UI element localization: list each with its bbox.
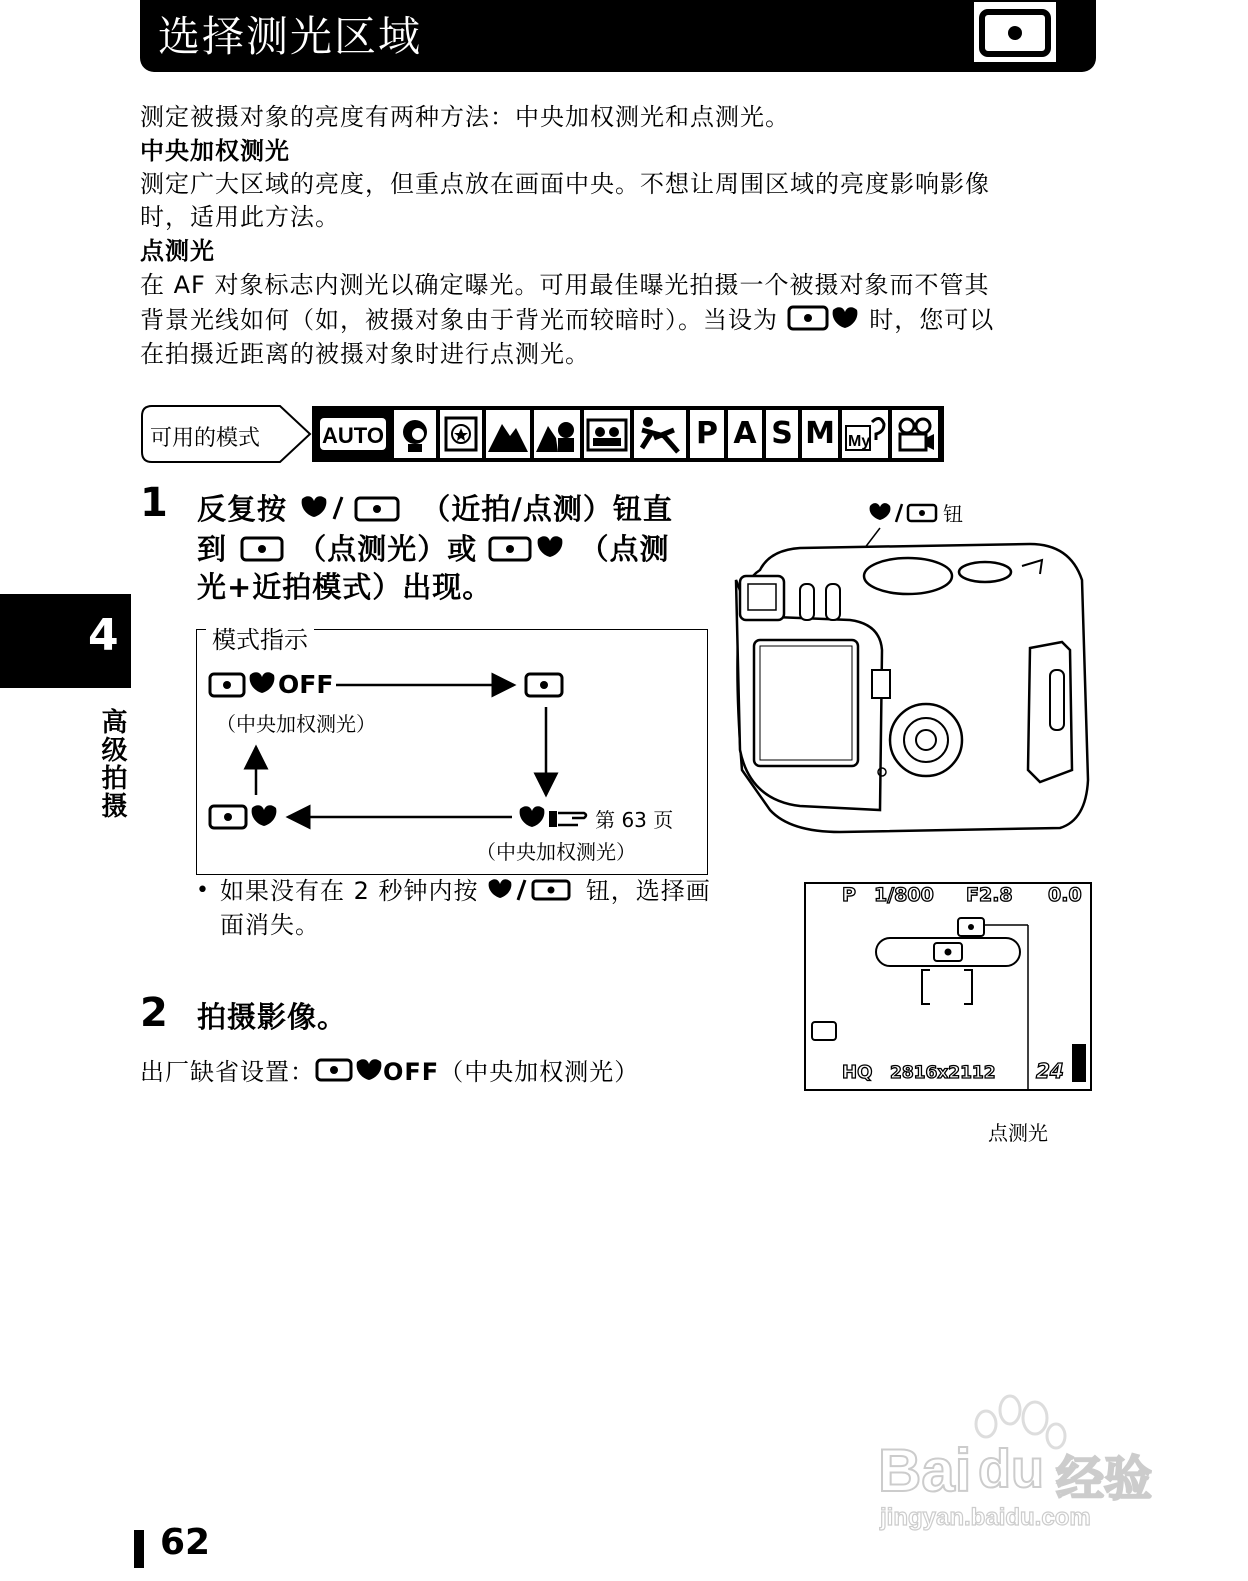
lcd-ev: 0.0	[1048, 884, 1082, 906]
svg-text:AUTO: AUTO	[322, 423, 384, 448]
spot-body: 在 AF 对象标志内测光以确定曝光。可用最佳曝光拍摄一个被摄对象而不管其	[140, 271, 990, 299]
mode-s: S	[766, 410, 798, 458]
spot-metering-icon	[315, 1056, 355, 1093]
mode-auto	[316, 410, 390, 458]
lcd-resolution: 2816x2112	[890, 1063, 996, 1083]
step-1-text: （点测光）或	[297, 532, 478, 566]
lcd-mode: P	[842, 884, 856, 906]
chapter-title: 高级拍摄	[97, 708, 127, 820]
camera-illustration	[730, 520, 1100, 840]
lcd-display	[804, 882, 1092, 1091]
night-portrait-icon	[440, 410, 482, 458]
spot-metering-icon	[974, 2, 1056, 62]
center-weighted-heading: 中央加权测光	[140, 137, 290, 165]
step-1-line	[197, 530, 669, 572]
intro-line: 测定被摄对象的亮度有两种方法：中央加权测光和点测光。	[140, 103, 790, 131]
spot-body: 在拍摄近距离的被摄对象时进行点测光。	[140, 340, 590, 368]
note-text: 钮，选择画	[585, 877, 711, 905]
step-1-text: 到	[197, 532, 228, 566]
lcd-aperture: F2.8	[966, 884, 1013, 906]
step-1-line: 光+近拍模式）出现。	[197, 570, 493, 604]
spot-body-text: 背景光线如何（如，被摄对象由于背光而较暗时）。当设为	[140, 306, 778, 334]
step-1-number: 1	[140, 480, 168, 526]
default-paren: （中央加权测光）	[439, 1058, 640, 1086]
scene-icon	[584, 410, 630, 458]
default-setting	[140, 1056, 639, 1093]
note-bullet: •	[196, 878, 209, 903]
modes-bar	[312, 406, 944, 462]
my-mode-icon	[842, 410, 888, 458]
center-weighted-label: （中央加权测光）	[216, 712, 376, 736]
spot-body	[140, 304, 994, 341]
page-number-bar	[134, 1530, 144, 1568]
default-label: 出厂缺省设置：	[140, 1058, 315, 1086]
mode-indication-title: 模式指示	[206, 620, 314, 655]
step-1-text: 反复按	[197, 492, 288, 526]
lcd-count: 24	[1036, 1059, 1064, 1083]
spot-heading: 点测光	[140, 237, 215, 265]
note-text: 如果没有在 2 秒钟内按	[220, 877, 479, 905]
baidu-watermark	[870, 1380, 1170, 1534]
macro-spot-button-icon	[487, 877, 577, 912]
spot-metering-icon	[238, 533, 286, 572]
mode-m: M	[802, 410, 838, 458]
spot-body-text: 时，您可以	[869, 306, 995, 334]
mode-flow-arrows	[196, 629, 708, 875]
step-1-text: （近拍/点测）钮直	[421, 492, 673, 526]
available-modes-text: 可用的模式	[150, 426, 261, 451]
watermark-bai: Bai	[878, 1437, 972, 1504]
off-label: OFF	[278, 670, 334, 699]
mode-a: A	[728, 410, 762, 458]
sports-icon	[634, 410, 686, 458]
watermark-du: du	[978, 1439, 1044, 1499]
available-modes-label	[140, 404, 310, 464]
page-number: 62	[160, 1522, 211, 1563]
center-weighted-body: 测定广大区域的亮度，但重点放在画面中央。不想让周围区域的亮度影响影像	[140, 170, 990, 198]
off-label: OFF	[383, 1058, 440, 1086]
macro-icon	[355, 1056, 383, 1093]
spot-macro-icon	[787, 304, 861, 341]
page-ref-text: 第 63 页	[595, 808, 674, 832]
movie-icon	[892, 410, 938, 458]
center-weighted-body: 时，适用此方法。	[140, 203, 340, 231]
step-2-text: 拍摄影像。	[197, 1000, 348, 1034]
landscape-portrait-icon	[534, 410, 580, 458]
lcd-shutter: 1/800	[874, 884, 934, 906]
center-weighted-label: （中央加权测光）	[476, 840, 636, 864]
step-2-number: 2	[140, 990, 168, 1036]
lcd-callout-label: 点测光	[988, 1121, 1048, 1145]
step-1-line	[197, 490, 673, 532]
chapter-number: 4	[88, 610, 119, 661]
watermark-url: jingyan.baidu.com	[880, 1504, 1091, 1531]
portrait-icon	[394, 410, 436, 458]
note-line: 面消失。	[220, 911, 320, 939]
macro-spot-button-icon	[298, 493, 410, 532]
mode-p: P	[690, 410, 724, 458]
button-label: 钮	[943, 502, 964, 526]
spot-macro-icon	[488, 533, 568, 572]
landscape-icon	[486, 410, 530, 458]
watermark-jingyan: 经验	[1056, 1451, 1153, 1507]
note-line	[220, 875, 711, 912]
step-1-text: （点测	[579, 532, 670, 566]
svg-text:My: My	[848, 433, 871, 450]
page-title: 选择测光区域	[158, 12, 423, 61]
lcd-quality: HQ	[842, 1062, 873, 1083]
